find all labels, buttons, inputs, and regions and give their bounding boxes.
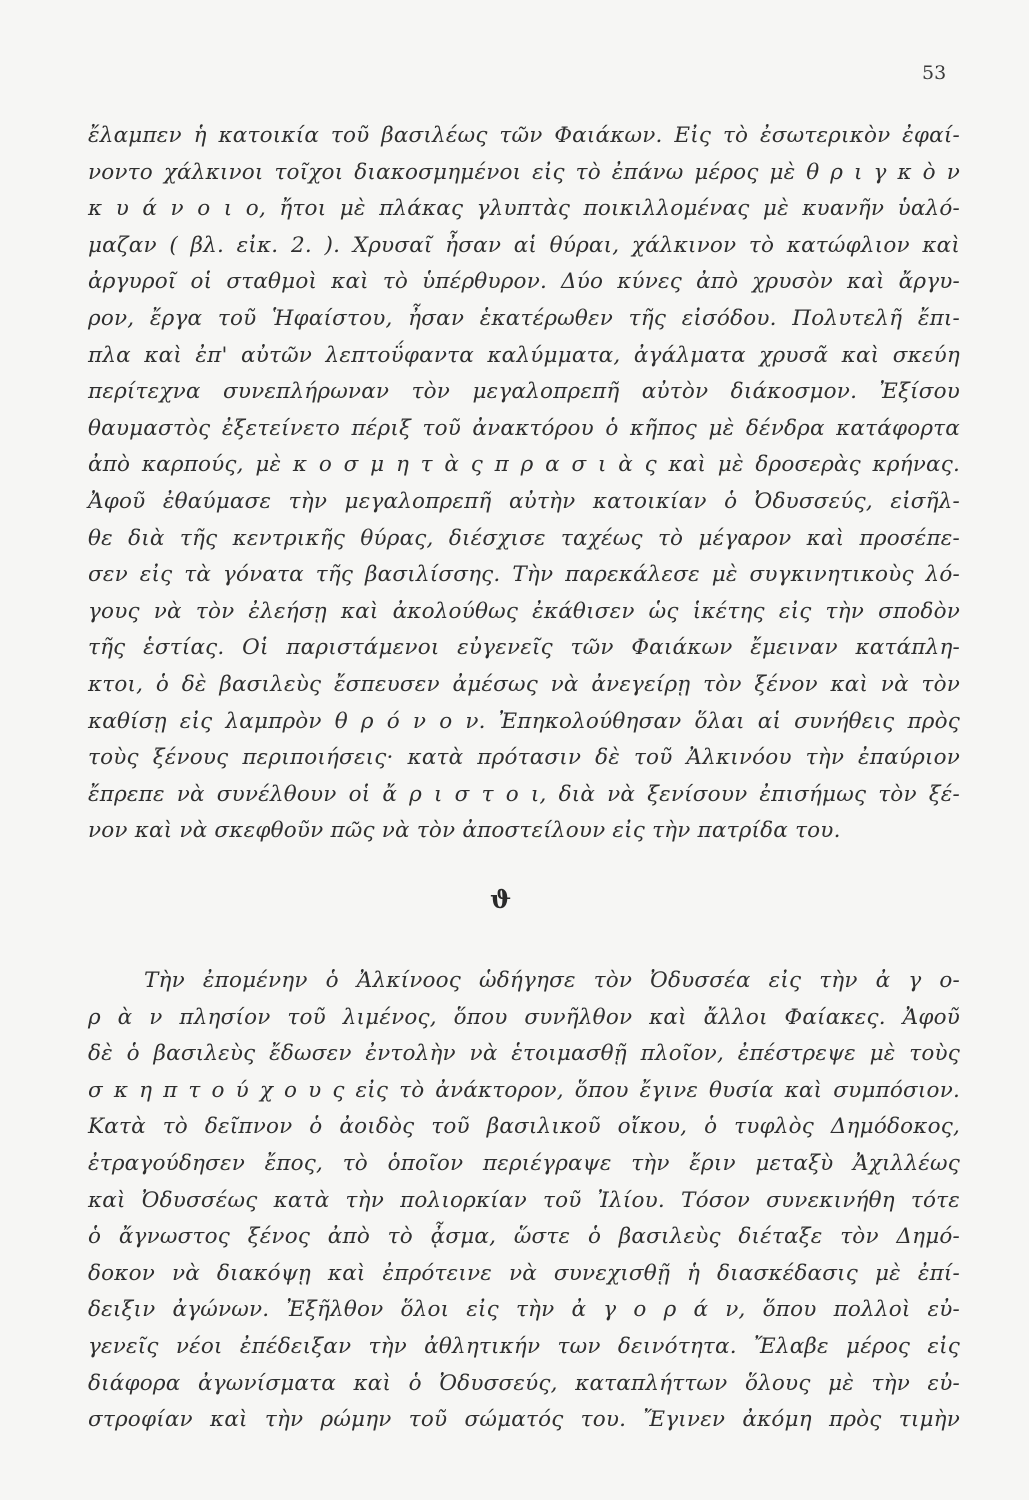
text-line: Κατὰ τὸ δεῖπνον ὁ ἀοιδὸς τοῦ βασιλικοῦ οἴκου, ὁ τυφλὸς Δημόδοκος, (88, 1114, 960, 1140)
text-line: νοντο χάλκινοι τοῖχοι διακοσμημένοι εἰς τὸ ἐπάνω μέρος μὲ θ ρ ι γ κ ὸ ν (88, 159, 960, 185)
text-line: ρ ὰ ν πλησίον τοῦ λιμένος, ὅπου συνῆλθον καὶ ἄλλοι Φαίακες. Ἀφοῦ (88, 1004, 960, 1030)
paragraph-2 (88, 963, 960, 1439)
text-line: ἐτραγούδησεν ἔπος, τὸ ὁποῖον περιέγραψε τὴν ἔριν μεταξὺ Ἀχιλλέως (88, 1150, 960, 1176)
text-line: διάφορα ἀγωνίσματα καὶ ὁ Ὀδυσσεύς, καταπλήττων ὅλους μὲ τὴν εὐ- (88, 1370, 960, 1396)
text-line: περίτεχνα συνεπλήρωναν τὸν μεγαλοπρεπῆ αὐτὸν διάκοσμον. Ἐξίσου (88, 379, 960, 405)
text-line: Ἀφοῦ ἐθαύμασε τὴν μεγαλοπρεπῆ αὐτὴν κατοικίαν ὁ Ὀδυσσεύς, εἰσῆλ- (88, 488, 960, 514)
page-number: 53 (922, 62, 947, 84)
paragraph-1 (88, 118, 960, 850)
text-line: θε διὰ τῆς κεντρικῆς θύρας, διέσχισε ταχέως τὸ μέγαρον καὶ προσέπε- (88, 525, 960, 551)
text-line: δοκον νὰ διακόψῃ καὶ ἐπρότεινε νὰ συνεχισθῇ ἡ διασκέδασις μὲ ἐπί- (88, 1260, 960, 1286)
text-line: Τὴν ἐπομένην ὁ Ἀλκίνοος ὡδήγησε τὸν Ὀδυσσέα εἰς τὴν ἀ γ ο- (144, 968, 960, 993)
text-line: πλα καὶ ἐπ' αὐτῶν λεπτοΰφαντα καλύμματα, ἀγάλματα χρυσᾶ καὶ σκεύη (88, 342, 960, 368)
text-line: ρον, ἔργα τοῦ Ἡφαίστου, ἦσαν ἑκατέρωθεν τῆς εἰσόδου. Πολυτελῆ ἔπι- (88, 305, 960, 331)
text-line: δὲ ὁ βασιλεὺς ἔδωσεν ἐντολὴν νὰ ἑτοιμασθῇ πλοῖον, ἐπέστρεψε μὲ τοὺς (88, 1041, 960, 1067)
text-line: κτοι, ὁ δὲ βασιλεὺς ἔσπευσεν ἀμέσως νὰ ἀνεγείρῃ τὸν ξένον καὶ νὰ τὸν (88, 671, 960, 697)
text-line: ὁ ἄγνωστος ξένος ἀπὸ τὸ ᾆσμα, ὥστε ὁ βασιλεὺς διέταξε τὸν Δημό- (88, 1224, 960, 1250)
section-mark: ϑ (490, 885, 512, 914)
text-line: καὶ Ὀδυσσέως κατὰ τὴν πολιορκίαν τοῦ Ἰλίου. Τόσον συνεκινήθη τότε (88, 1187, 960, 1213)
text-line: ἀργυροῖ οἱ σταθμοὶ καὶ τὸ ὑπέρθυρον. Δύο κύνες ἀπὸ χρυσὸν καὶ ἄργυ- (88, 269, 960, 295)
text-line: ἔπρεπε νὰ συνέλθουν οἱ ἄ ρ ι σ τ ο ι, διὰ νὰ ξενίσουν ἐπισήμως τὸν ξέ- (88, 781, 960, 807)
text-line: τῆς ἑστίας. Οἱ παριστάμενοι εὐγενεῖς τῶν Φαιάκων ἔμειναν κατάπλη- (88, 635, 960, 661)
text-line: γενεῖς νέοι ἐπέδειξαν τὴν ἀθλητικήν των δεινότητα. Ἔλαβε μέρος εἰς (88, 1333, 960, 1359)
text-line: σεν εἰς τὰ γόνατα τῆς βασιλίσσης. Τὴν παρεκάλεσε μὲ συγκινητικοὺς λό- (88, 562, 960, 588)
text-line: καθίσῃ εἰς λαμπρὸν θ ρ ό ν ο ν. Ἐπηκολούθησαν ὅλαι αἱ συνήθεις πρὸς (88, 708, 960, 734)
text-line: μαζαν ( βλ. εἰκ. 2. ). Χρυσαῖ ἦσαν αἱ θύραι, χάλκινον τὸ κατώφλιον καὶ (88, 232, 960, 258)
text-line: στροφίαν καὶ τὴν ρώμην τοῦ σώματός του. Ἔγινεν ἀκόμη πρὸς τιμὴν (88, 1407, 960, 1433)
text-line: γους νὰ τὸν ἐλεήσῃ καὶ ἀκολούθως ἐκάθισεν ὡς ἱκέτης εἰς τὴν σποδὸν (88, 598, 960, 624)
text-line: σ κ η π τ ο ύ χ ο υ ς εἰς τὸ ἀνάκτορον, ὅπου ἔγινε θυσία καὶ συμπόσιον. (88, 1077, 960, 1103)
text-line: τοὺς ξένους περιποιήσεις· κατὰ πρότασιν δὲ τοῦ Ἀλκινόου τὴν ἐπαύριον (88, 745, 960, 771)
text-line: κ υ ά ν ο ι ο, ἤτοι μὲ πλάκας γλυπτὰς ποικιλλομένας μὲ κυανῆν ὑαλό- (88, 196, 960, 222)
text-line: νον καὶ νὰ σκεφθοῦν πῶς νὰ τὸν ἀποστείλουν εἰς τὴν πατρίδα του. (88, 818, 841, 844)
text-line: θαυμαστὸς ἐξετείνετο πέριξ τοῦ ἀνακτόρου ὁ κῆπος μὲ δένδρα κατάφορτα (88, 415, 960, 441)
text-line: ἀπὸ καρπούς, μὲ κ ο σ μ η τ ὰ ς π ρ α σ ι ὰ ς καὶ μὲ δροσερὰς κρήνας. (88, 452, 960, 478)
text-line: δειξιν ἀγώνων. Ἐξῆλθον ὅλοι εἰς τὴν ἀ γ ο ρ ά ν, ὅπου πολλοὶ εὐ- (88, 1297, 960, 1323)
text-line: ἔλαμπεν ἡ κατοικία τοῦ βασιλέως τῶν Φαιάκων. Εἰς τὸ ἐσωτερικὸν ἐφαί- (88, 123, 960, 148)
